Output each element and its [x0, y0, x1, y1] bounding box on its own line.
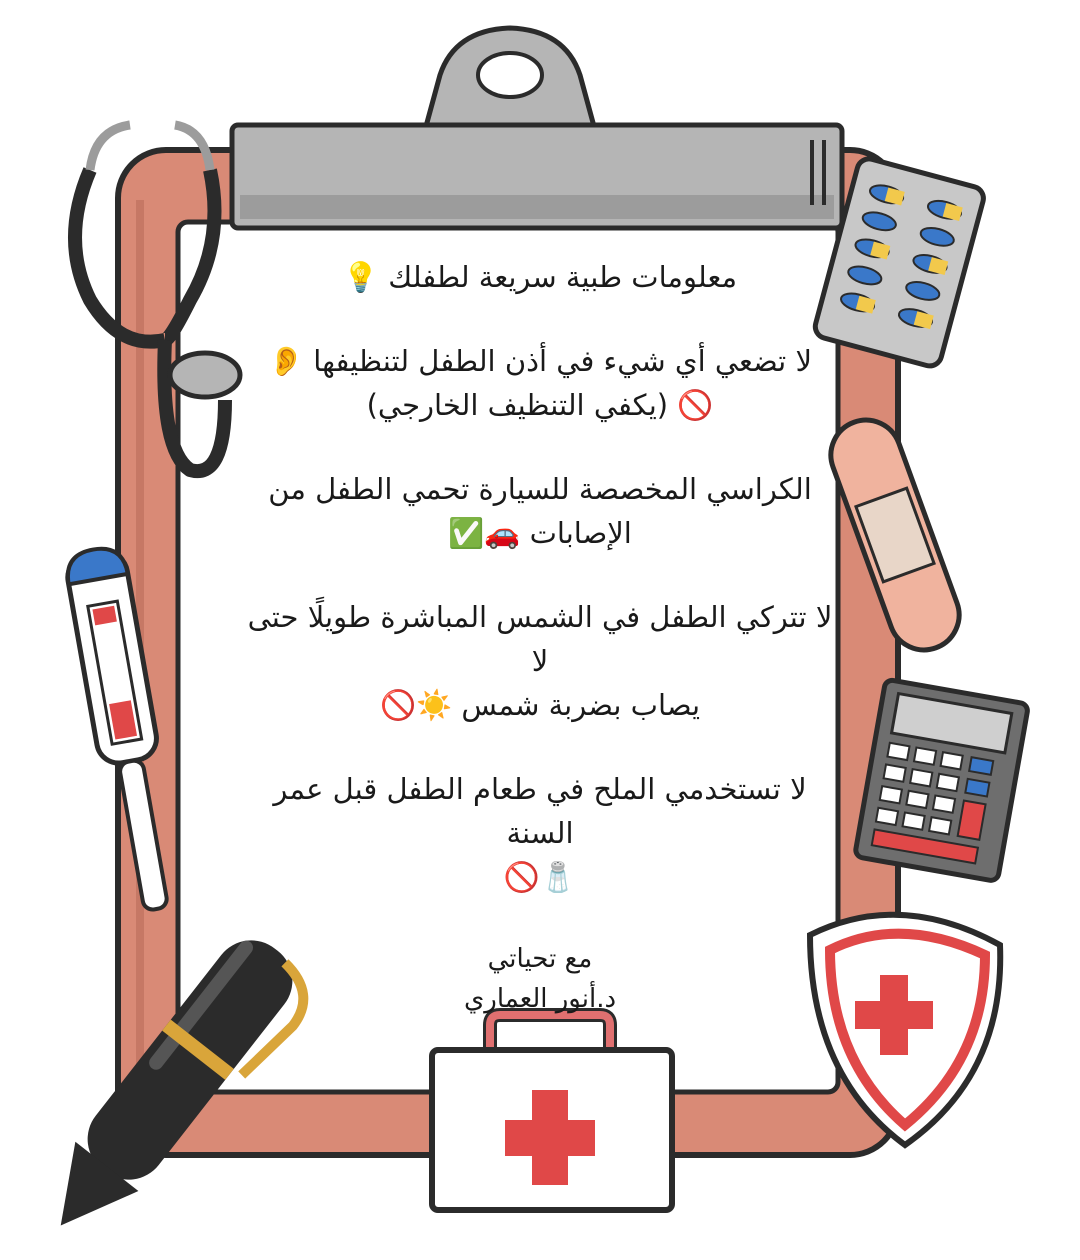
tip-line: يصاب بضربة شمس ☀️🚫 — [379, 688, 701, 722]
tip-line: لا تضعي أي شيء في أذن الطفل لتنظيفها 👂 — [267, 344, 812, 378]
tip-line: الإصابات 🚗✅ — [448, 516, 632, 550]
note-title: معلومات طبية سريعة لطفلك 💡 — [342, 260, 738, 294]
calculator-icon — [855, 679, 1029, 881]
note-content — [240, 255, 840, 1019]
clipboard-clip — [232, 28, 842, 228]
tip-line: الكراسي المخصصة للسيارة تحمي الطفل من — [268, 472, 812, 506]
tip-ear-cleaning — [240, 339, 840, 427]
signature-greeting: مع تحياتي — [487, 944, 593, 974]
tip-line: 🧂🚫 — [503, 860, 577, 894]
tip-line: لا تستخدمي الملح في طعام الطفل قبل عمر السنة — [273, 772, 807, 850]
signature-name: د.أنور العماري — [463, 984, 617, 1014]
tip-line: 🚫 (يكفي التنظيف الخارجي) — [366, 388, 714, 422]
tip-salt — [240, 767, 840, 899]
tip-sun-exposure — [240, 595, 840, 727]
tip-line: لا تتركي الطفل في الشمس المباشرة طويلًا حتى لا — [247, 600, 833, 678]
signature — [240, 939, 840, 1019]
tip-car-seat — [240, 467, 840, 555]
